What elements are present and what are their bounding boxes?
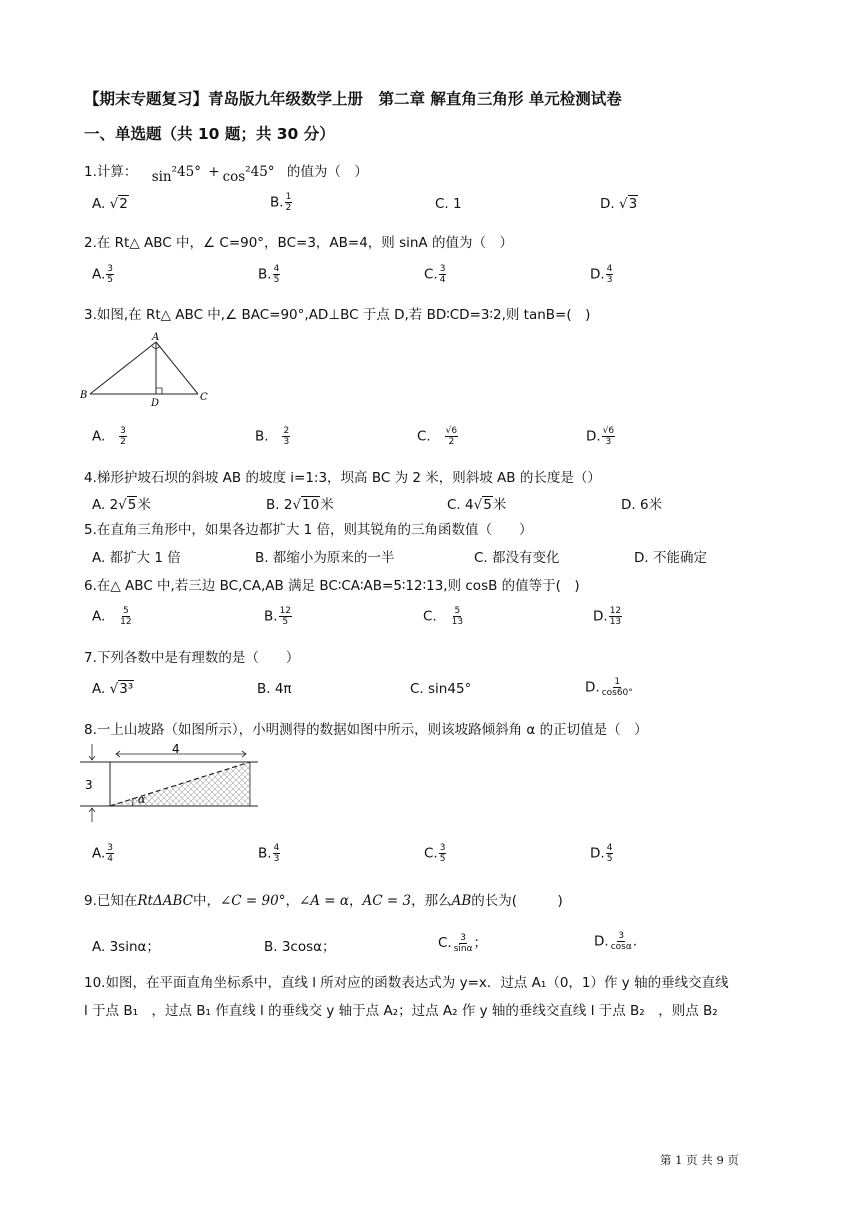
q8-option-c: C. $\frac{3}{5}$: [424, 843, 446, 864]
question-10-line-1: 10.如图，在平面直角坐标系中，直线 l 所对应的函数表达式为 y=x．过点 A₁（0，1）作 y 轴的垂线交直线: [84, 975, 729, 991]
q1-option-b: B. $\frac{1}{2}$: [270, 192, 292, 213]
q1-plus: +: [208, 164, 220, 180]
q6-option-b: B. $\frac{12}{5}$: [264, 606, 292, 627]
q1-cos-arg: ²45°: [245, 164, 275, 180]
q5-option-d: D. 不能确定: [634, 550, 707, 566]
question-5: 5.在直角三角形中，如果各边都扩大 1 倍，则其锐角的三角函数值（ ）: [84, 522, 533, 538]
q3-option-a: A. $\frac{3}{2}$: [92, 426, 126, 447]
q3-label-c: C: [200, 392, 208, 403]
q2-option-b: B. $\frac{4}{5}$: [258, 264, 280, 285]
q1-suffix: 的值为（ ）: [286, 164, 368, 180]
question-10-line-2: l 于点 B₁ ，过点 B₁ 作直线 l 的垂线交 y 轴于点 A₂；过点 A₂ 作 y 轴的垂线交直线 l 于点 B₂ ，则点 B₂: [84, 1003, 718, 1019]
q5-option-a: A. 都扩大 1 倍: [92, 550, 181, 566]
q4-option-b: B. 2√10米: [266, 497, 334, 513]
q8-label-3: 3: [85, 778, 93, 792]
question-6: 6.在△ ABC 中,若三边 BC,CA,AB 满足 BC∶CA∶AB=5∶12∶13,则 cosB 的值等于( ): [84, 578, 580, 594]
q9-option-a: A. 3sinα；: [92, 939, 160, 955]
q3-option-c: C. $\frac{√6}{2}$: [417, 426, 458, 447]
q4-option-c: C. 4√5米: [447, 497, 507, 513]
question-3: 3.如图,在 Rt△ ABC 中,∠ BAC=90°,AD⊥BC 于点 D,若 BD∶CD=3∶2,则 tanB=( ): [84, 307, 591, 323]
q1-sin-arg: ²45°: [171, 164, 201, 180]
section-heading: 一、单选题（共 10 题；共 30 分）: [84, 125, 335, 143]
question-8: 8.一上山坡路（如图所示），小明测得的数据如图中所示，则该坡路倾斜角 α 的正切值是（ ）: [84, 722, 648, 738]
q1-sin: sin: [151, 169, 172, 185]
q7-option-b: B. 4π: [257, 681, 292, 697]
question-9: 9.已知在RtΔABC中，∠C = 90°，∠A = α，AC = 3，那么AB的长为( ): [84, 893, 563, 909]
question-7: 7.下列各数中是有理数的是（ ）: [84, 650, 300, 666]
q2-option-d: D. $\frac{4}{3}$: [590, 264, 613, 285]
q5-option-c: C. 都没有变化: [474, 550, 560, 566]
question-1: [84, 160, 368, 185]
q1-cos: cos: [222, 169, 246, 185]
q3-right-angle-mark: [156, 388, 162, 394]
q8-option-b: B. $\frac{4}{3}$: [258, 843, 280, 864]
q6-option-d: D. $\frac{12}{13}$: [593, 606, 622, 627]
question-2: 2.在 Rt△ ABC 中，∠ C=90°，BC=3，AB=4，则 sinA 的值为（ ）: [84, 235, 513, 251]
q2-option-c: C. $\frac{3}{4}$: [424, 264, 446, 285]
q1-prefix: 1.计算：: [84, 164, 138, 180]
q3-option-b: B. $\frac{2}{3}$: [255, 426, 290, 447]
q3-side-ab: [90, 342, 156, 394]
q9-option-c: C. $\frac{3}{\sin\alpha}$ ；: [438, 932, 488, 954]
q9-rt: RtΔABC: [137, 893, 193, 909]
q3-label-b: B: [80, 390, 88, 401]
q3-label-d: D: [151, 398, 160, 409]
q9-option-d: D. $\frac{3}{\cos\alpha}$ .: [594, 931, 638, 952]
q6-option-c: C. $\frac{5}{13}$: [423, 606, 464, 627]
q8-option-a: A. $\frac{3}{4}$: [92, 843, 114, 864]
question-4: 4.梯形护坡石坝的斜坡 AB 的坡度 i=1:3，坝高 BC 为 2 米，则斜坡 AB 的长度是（）: [84, 470, 601, 486]
q3-label-a: A: [152, 332, 160, 343]
q2-option-a: A. $\frac{3}{5}$: [92, 264, 114, 285]
q8-label-alpha: α: [138, 793, 146, 806]
q8-option-d: D. $\frac{4}{5}$: [590, 843, 613, 864]
q7-option-a: A. √3³: [92, 681, 134, 697]
q8-label-4: 4: [172, 744, 180, 756]
q4-option-a: A. 2√5米: [92, 497, 151, 513]
q1-option-a: A. √2: [92, 196, 128, 212]
q6-option-a: A. $\frac{5}{12}$: [92, 606, 132, 627]
q9-option-b: B. 3cosα；: [264, 939, 336, 955]
q3-option-d: D. $\frac{√6}{3}$: [586, 426, 615, 447]
page-title: 【期末专题复习】青岛版九年级数学上册 第二章 解直角三角形 单元检测试卷: [84, 90, 622, 108]
q7-option-c: C. sin45°: [410, 681, 472, 697]
q1-option-c: C. 1: [435, 196, 462, 212]
page-footer: 第 1 页 共 9 页: [660, 1153, 739, 1167]
q5-option-b: B. 都缩小为原来的一半: [255, 550, 395, 566]
q7-option-d: D. $\frac{1}{\cos 60^\circ}$: [585, 677, 633, 698]
q3-side-ac: [156, 342, 198, 394]
q8-slope-figure: [80, 744, 260, 822]
q1-option-d: D. √3: [600, 196, 638, 212]
q3-triangle-figure: [78, 330, 212, 410]
q4-option-d: D. 6米: [621, 497, 663, 513]
